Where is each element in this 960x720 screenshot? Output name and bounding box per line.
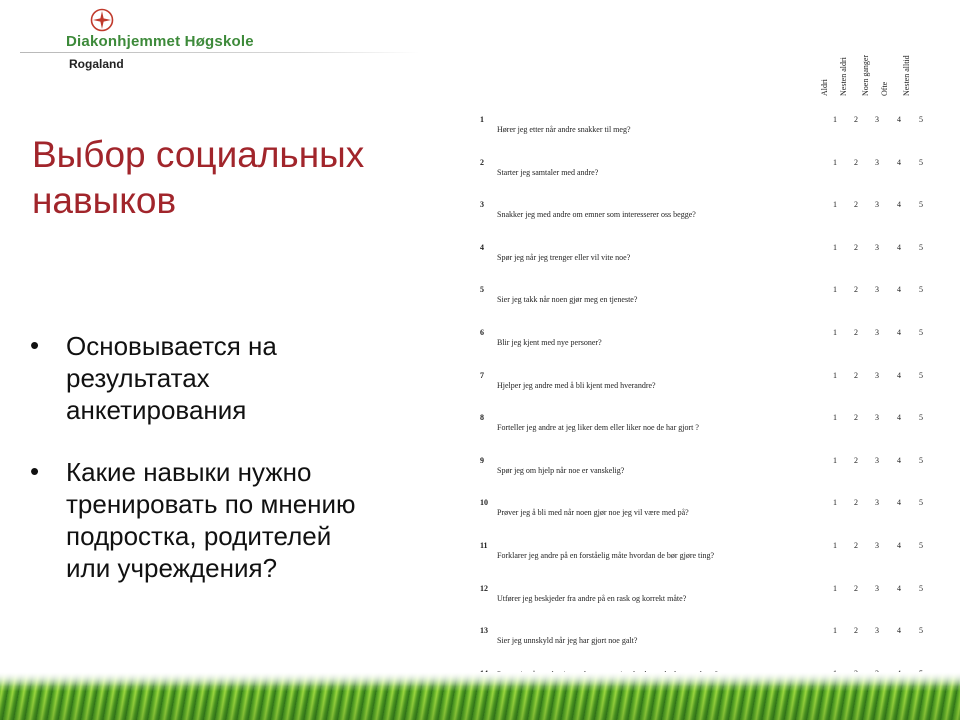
- rating-option[interactable]: 1: [833, 200, 837, 209]
- question-number: 10: [480, 498, 488, 507]
- question-text: Forteller jeg andre at jeg liker dem eller liker noe de har gjort ?: [497, 423, 699, 432]
- rating-option[interactable]: 3: [875, 158, 879, 167]
- rating-option[interactable]: 1: [833, 584, 837, 593]
- rating-option[interactable]: 5: [919, 541, 923, 550]
- question-number: 8: [480, 413, 484, 422]
- rating-option[interactable]: 2: [854, 328, 858, 337]
- question-number: 12: [480, 584, 488, 593]
- grass-shade: [0, 672, 960, 720]
- question-row: [480, 626, 930, 668]
- rating-option[interactable]: 2: [854, 584, 858, 593]
- rating-option[interactable]: 3: [875, 626, 879, 635]
- title-line: навыков: [32, 180, 177, 221]
- question-row: [480, 498, 930, 540]
- rating-option[interactable]: 3: [875, 456, 879, 465]
- rating-option[interactable]: 5: [919, 413, 923, 422]
- question-number: 5: [480, 285, 484, 294]
- rating-option[interactable]: 2: [854, 200, 858, 209]
- rating-option[interactable]: 4: [897, 371, 901, 380]
- question-row: [480, 285, 930, 327]
- cross-emblem-icon: [90, 8, 114, 32]
- question-row: [480, 115, 930, 157]
- bullet-list: [30, 330, 450, 614]
- bullet-line: подростка, родителей: [66, 521, 332, 551]
- question-text: Prøver jeg å bli med når noen gjør noe jeg vil være med på?: [497, 508, 689, 517]
- rating-option[interactable]: 2: [854, 371, 858, 380]
- rating-option[interactable]: 4: [897, 200, 901, 209]
- question-text: Sier jeg takk når noen gjør meg en tjeneste?: [497, 295, 638, 304]
- rating-option[interactable]: 5: [919, 498, 923, 507]
- rating-option[interactable]: 1: [833, 285, 837, 294]
- rating-option[interactable]: 2: [854, 115, 858, 124]
- question-row: [480, 200, 930, 242]
- scale-label: Nesten alltid: [902, 55, 911, 96]
- rating-option[interactable]: 5: [919, 584, 923, 593]
- rating-option[interactable]: 4: [897, 115, 901, 124]
- rating-option[interactable]: 2: [854, 243, 858, 252]
- question-row: [480, 584, 930, 626]
- rating-option[interactable]: 3: [875, 413, 879, 422]
- rating-option[interactable]: 5: [919, 285, 923, 294]
- question-text: Forklarer jeg andre på en forståelig måte hvordan de bør gjøre ting?: [497, 551, 715, 560]
- question-text: Sier jeg unnskyld når jeg har gjort noe galt?: [497, 636, 638, 645]
- bullet-line: Какие навыки нужно: [66, 457, 312, 487]
- scale-label: Ofte: [880, 81, 889, 96]
- question-row: [480, 158, 930, 200]
- rating-option[interactable]: 5: [919, 115, 923, 124]
- rating-option[interactable]: 3: [875, 371, 879, 380]
- question-text: Spør jeg når jeg trenger eller vil vite noe?: [497, 253, 631, 262]
- rating-option[interactable]: 4: [897, 158, 901, 167]
- rating-option[interactable]: 5: [919, 626, 923, 635]
- rating-option[interactable]: 2: [854, 285, 858, 294]
- rating-option[interactable]: 4: [897, 456, 901, 465]
- question-number: 3: [480, 200, 484, 209]
- rating-option[interactable]: 2: [854, 413, 858, 422]
- rating-option[interactable]: 1: [833, 158, 837, 167]
- rating-option[interactable]: 5: [919, 243, 923, 252]
- rating-option[interactable]: 2: [854, 498, 858, 507]
- logo-name: Diakonhjemmet Høgskole: [66, 33, 254, 50]
- rating-option[interactable]: 3: [875, 328, 879, 337]
- question-text: Snakker jeg med andre om emner som interesserer oss begge?: [497, 210, 696, 219]
- bullet-icon: •: [30, 330, 40, 360]
- question-number: 7: [480, 371, 484, 380]
- question-number: 11: [480, 541, 488, 550]
- rating-option[interactable]: 3: [875, 285, 879, 294]
- question-text: Spør jeg om hjelp når noe er vanskelig?: [497, 466, 625, 475]
- rating-option[interactable]: 4: [897, 285, 901, 294]
- rating-option[interactable]: 5: [919, 200, 923, 209]
- rating-option[interactable]: 1: [833, 243, 837, 252]
- rating-option[interactable]: 4: [897, 243, 901, 252]
- question-number: 1: [480, 115, 484, 124]
- rating-option[interactable]: 5: [919, 371, 923, 380]
- rating-option[interactable]: 3: [875, 200, 879, 209]
- rating-option[interactable]: 1: [833, 328, 837, 337]
- question-row: [480, 371, 930, 413]
- rating-option[interactable]: 2: [854, 626, 858, 635]
- rating-option[interactable]: 5: [919, 328, 923, 337]
- rating-option[interactable]: 2: [854, 541, 858, 550]
- rating-option[interactable]: 2: [854, 456, 858, 465]
- rating-option[interactable]: 2: [854, 158, 858, 167]
- header-divider: [20, 52, 420, 53]
- title-line: Выбор социальных: [32, 134, 365, 175]
- question-number: 9: [480, 456, 484, 465]
- rating-option[interactable]: 1: [833, 541, 837, 550]
- scale-label: Aldri: [820, 79, 829, 96]
- rating-option[interactable]: 1: [833, 456, 837, 465]
- bullet-line: или учреждения?: [66, 553, 278, 583]
- rating-option[interactable]: 3: [875, 498, 879, 507]
- rating-option[interactable]: 3: [875, 115, 879, 124]
- rating-option[interactable]: 1: [833, 371, 837, 380]
- question-row: [480, 456, 930, 498]
- bullet-icon: •: [30, 456, 40, 486]
- rating-option[interactable]: 5: [919, 456, 923, 465]
- bullet-line: анкетирования: [66, 395, 247, 425]
- rating-option[interactable]: 1: [833, 498, 837, 507]
- rating-option[interactable]: 3: [875, 541, 879, 550]
- rating-option[interactable]: 4: [897, 584, 901, 593]
- bullet-line: Основывается на: [66, 331, 277, 361]
- question-text: Utfører jeg beskjeder fra andre på en rask og korrekt måte?: [497, 594, 687, 603]
- question-text: Hjelper jeg andre med å bli kjent med hverandre?: [497, 381, 656, 390]
- question-row: [480, 541, 930, 583]
- question-text: Blir jeg kjent med nye personer?: [497, 338, 602, 347]
- question-number: 6: [480, 328, 484, 337]
- question-number: 2: [480, 158, 484, 167]
- rating-option[interactable]: 4: [897, 328, 901, 337]
- question-number: 13: [480, 626, 488, 635]
- rating-option[interactable]: 4: [897, 626, 901, 635]
- rating-option[interactable]: 4: [897, 498, 901, 507]
- question-number: 4: [480, 243, 484, 252]
- rating-option[interactable]: 5: [919, 158, 923, 167]
- question-text: Starter jeg samtaler med andre?: [497, 168, 599, 177]
- rating-option[interactable]: 1: [833, 626, 837, 635]
- question-row: [480, 243, 930, 285]
- bullet-line: результатах: [66, 363, 210, 393]
- question-row: [480, 413, 930, 455]
- slide-title: [32, 132, 452, 224]
- logo-subtitle: Rogaland: [69, 57, 124, 71]
- question-text: Hører jeg etter når andre snakker til meg?: [497, 125, 631, 134]
- rating-option[interactable]: 4: [897, 541, 901, 550]
- bullet-line: тренировать по мнению: [66, 489, 356, 519]
- bullet-item: [30, 330, 450, 426]
- scale-label: Noen ganger: [861, 54, 870, 96]
- rating-option[interactable]: 4: [897, 413, 901, 422]
- question-row: [480, 328, 930, 370]
- bullet-item: [30, 456, 450, 584]
- rating-option[interactable]: 3: [875, 584, 879, 593]
- rating-option[interactable]: 1: [833, 413, 837, 422]
- scale-label: Nesten aldri: [839, 57, 848, 96]
- rating-option[interactable]: 3: [875, 243, 879, 252]
- rating-option[interactable]: 1: [833, 115, 837, 124]
